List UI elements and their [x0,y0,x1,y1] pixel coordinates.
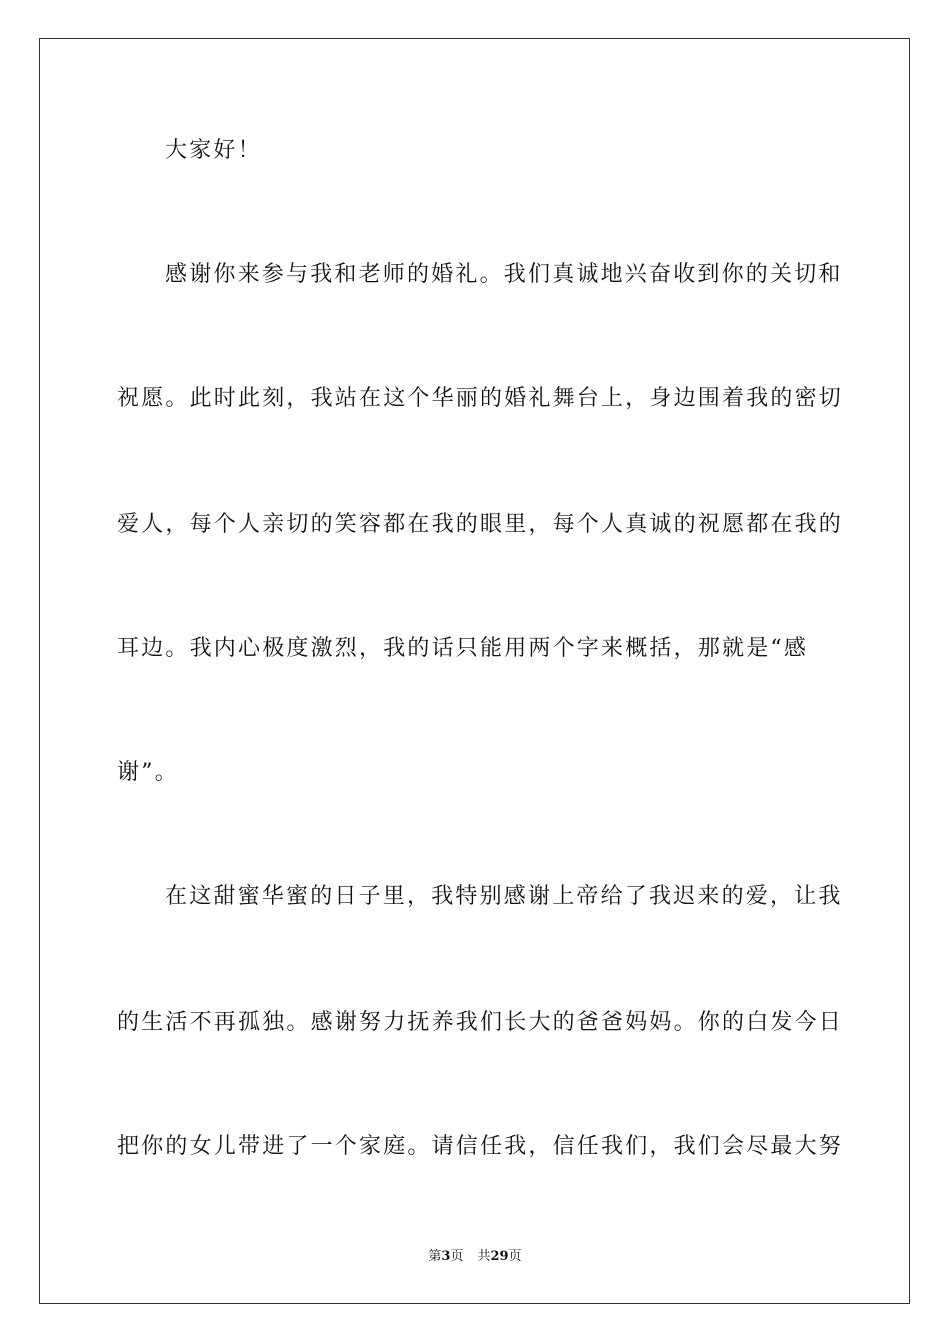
total-pages: 29 [490,1249,509,1264]
page-border [39,38,910,1304]
page-number: 3 [441,1249,451,1264]
text-line-1: 大家好！ [165,138,262,163]
text-line-3: 祝愿。此时此刻，我站在这个华丽的婚礼舞台上，身边围着我的密切 [117,386,844,411]
text-line-5: 耳边。我内心极度激烈，我的话只能用两个字来概括，那就是“感 [117,636,809,661]
total-prefix: 共 [477,1249,491,1264]
page-prefix: 第 [428,1249,442,1264]
text-line-9: 把你的女儿带进了一个家庭。请信任我，信任我们，我们会尽最大努 [117,1134,844,1159]
text-line-6: 谢”。 [117,760,179,785]
text-line-2: 感谢你来参与我和老师的婚礼。我们真诚地兴奋收到你的关切和 [165,262,843,287]
text-line-7: 在这甜蜜华蜜的日子里，我特别感谢上帝给了我迟来的爱，让我 [165,884,843,909]
page-suffix: 页 [450,1249,464,1264]
text-line-8: 的生活不再孤独。感谢努力抚养我们长大的爸爸妈妈。你的白发今日 [117,1010,844,1035]
total-suffix: 页 [508,1249,522,1264]
text-line-4: 爱人，每个人亲切的笑容都在我的眼里，每个人真诚的祝愿都在我的 [117,512,844,537]
page-footer [0,1248,950,1266]
